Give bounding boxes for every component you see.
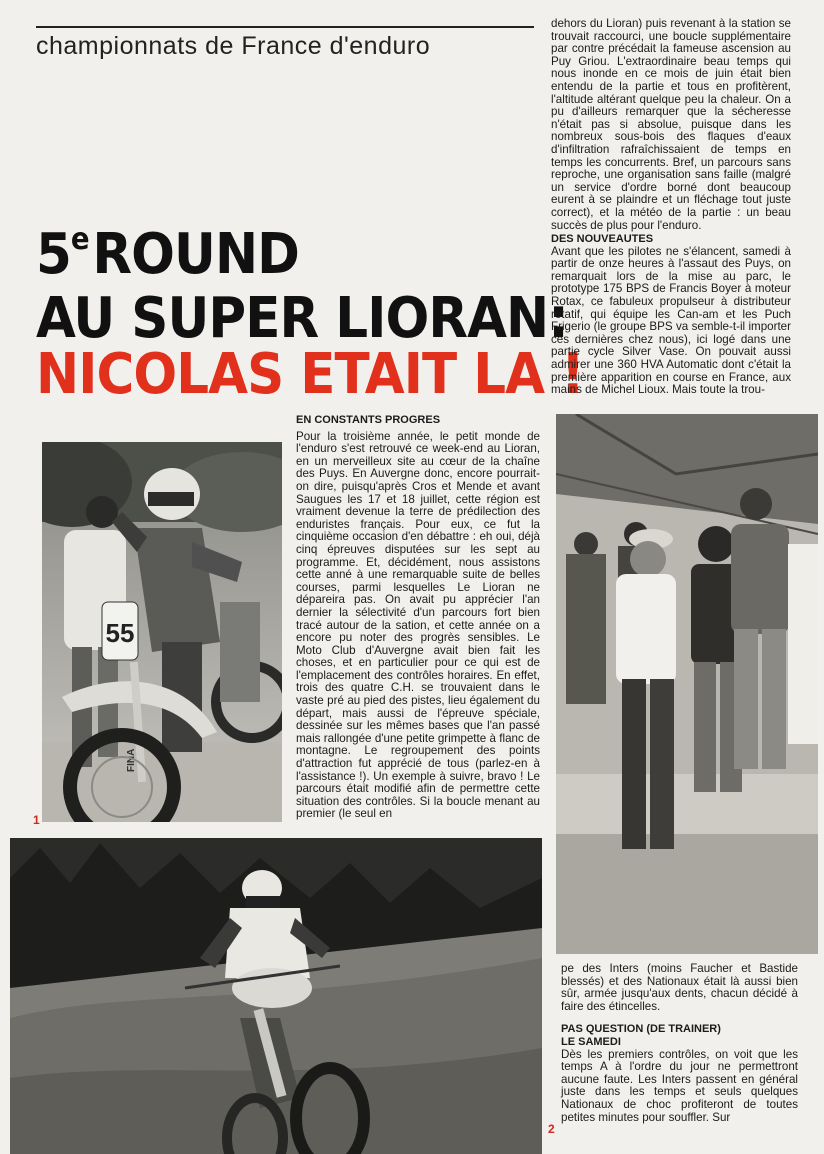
photo-rider-start-image [42,442,282,822]
subhead-samedi-1: PAS QUESTION (DE TRAINER) [561,1023,721,1036]
photo-rider-climb-image [10,838,542,1154]
fork-text: FINA [126,748,137,772]
photo-spectators [556,414,818,954]
headline-ordinal: e [70,222,89,257]
headline-line-1 [36,222,299,287]
photo-rider-start [42,442,282,822]
headline-number: 5 [36,222,71,287]
article-column-right-bottom [561,963,798,1124]
article-paragraph: Avant que les pilotes ne s'élancent, samedi à partir de onze heures à l'assaut des Puys, on remarquait lors de la mise au parc, le prototype 175 BPS de Francis Boyer à moteur Rotax, ce fabuleux propulseur à distributeur rotatif, qui équipe les Can-am et les Puch Frigerio (le groupe BPS va semble-t-il importer ces dernières chez nous), ici logé dans une partie cycle Silver Vase. On pouvait aussi admirer une 360 HVA Automatic dont c'était la première apparition en course en France, aux mains de Michel Lioux. Mais toute la trou- [551,244,791,397]
section-title: championnats de France d'enduro [36,32,431,60]
article-paragraph: Dès les premiers contrôles, on voit que les temps A à l'ordre du jour ne permettront aucune faute. Les Inters passent en général juste dans les temps et seuls quelques Nationaux de choc profiteront de toutes petites minutes pour souffler. Sur [561,1047,798,1124]
headline-line-2: AU SUPER LIORAN: [36,286,568,351]
photo-number-2: 2 [548,1122,555,1136]
article-column-middle [296,414,540,821]
header-rule [36,26,534,28]
article-paragraph: Pour la troisième année, le petit monde de l'enduro s'est retrouvé ce week-end au Lioran, en un merveilleux site au cœur de la chaîne des Puys. En Auvergne donc, encore pourrait-on dire, puisqu'après Cros et Mende et avant Saugues les 17 et 18 juillet, cette région est vraiment devenue la terre de prédilection des enduristes français. Pour eux, ce fut la cinquième occasion d'en débattre : eh oui, déjà cinq épreuves disputées sur les sept au programme. Et, décidément, nous assistons cette anné à une remarquable suite de belles courses, parmi lesquelles Le Lioran ne dépareira pas. On avait pu apprécier l'an dernier la sélectivité d'un parcours fort bien tracé autour de la sation, et cette année on a encore pu noter des progrès sensibles. Le Moto Club d'Auvergne avait bien fait les choses, et en particulier pour ce qui est de l'emplacement des contrôles horaires. En effet, trois des quatre C.H. se trouvaient dans le vaste pré au pied des pistes, lieu également du départ, mais aussi de l'épreuve spéciale, dessinée sur les mêmes bases que l'an passé mais rallongée d'une petite grimpette à flanc de montagne. Le regroupement des points d'attraction fut apprécié de tous (parlez-en à l'assistance !). Un exemple à suivre, bravo ! Le parcours était modifié afin de permettre cette situation des contrôles. Si la boucle menant au premier (le seul en [296,429,540,821]
headline-line-3: NICOLAS ETAIT LA ! [36,342,584,407]
article-paragraph: pe des Inters (moins Faucher et Bastide blessés) et des Nationaux était là aussi bien sûr, armée jusqu'aux dents, chacun décidé à faire des étincelles. [561,962,798,1013]
subhead-progres: EN CONSTANTS PROGRES [296,414,441,426]
subhead-samedi-2: LE SAMEDI [561,1035,621,1048]
subhead-nouveautes: DES NOUVEAUTES [551,233,654,246]
headline-round: ROUND [92,222,300,287]
photo-number-1: 1 [33,813,40,827]
number-plate-text: 55 [105,618,135,648]
photo-rider-climb [10,838,542,1154]
article-column-right-top [551,18,791,397]
article-paragraph: dehors du Lioran) puis revenant à la station se trouvait raccourci, une boucle supplémentaire par contre précédait la fameuse ascension au Puy Griou. L'extraordinaire beau temps qui nous inonde en ce mois de juin était bien entendu de la partie et tous en profitèrent, l'altitude altérant quelque peu la chaleur. On a pu d'ailleurs remarquer que la sécheresse n'était pas si absolue, puisque dans les nombreux sous-bois des flaques d'eaux d'infiltration rafraîchissaient de temps en temps les concurrents. Bref, un parcours sans reproche, une organisation sans faille (malgré un service d'ordre borné dont beaucoup eurent à se plaindre et un fléchage tout juste correct), et la météo de la partie : un beau succès de plus pour l'enduro. [551,17,791,232]
photo-spectators-image [556,414,818,954]
